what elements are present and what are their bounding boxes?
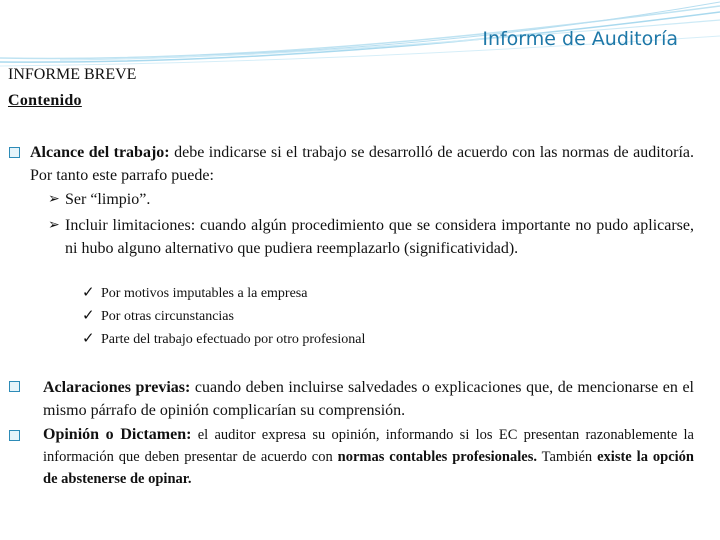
bullet-opinion-label: Opinión o Dictamen: [43, 426, 192, 443]
slide-subheading: Contenido [8, 92, 82, 109]
sub-bullet-limpio: Ser “limpio”. [65, 191, 151, 208]
arrow-bullet-icon: ➢ [48, 192, 60, 207]
bullet-opinion-text1: el auditor expresa su opinión, informando si los EC presentan razonablemente la información que deben presentar de acuerdo con [43, 427, 694, 465]
check-bullet-icon: ✓ [82, 331, 95, 347]
check-bullet-icon: ✓ [82, 308, 95, 324]
square-bullet-icon [9, 381, 20, 392]
bullet-opinion-bold2: existe la opción de abstenerse de opinar. [43, 449, 694, 487]
arrow-bullet-icon: ➢ [48, 218, 60, 233]
slide-title: Informe de Auditoría [482, 28, 678, 50]
slide-heading: INFORME BREVE [8, 66, 137, 83]
bullet-aclaraciones [43, 376, 694, 422]
check-item-otro-profesional: Parte del trabajo efectuado por otro profesional [101, 332, 366, 347]
bullet-alcance-text: debe indicarse si el trabajo se desarrolló de acuerdo con las normas de auditoría. Por tanto este parrafo puede: [30, 144, 694, 184]
square-bullet-icon [9, 147, 20, 158]
bullet-opinion-bold1: normas contables profesionales. [337, 449, 537, 465]
bullet-aclaraciones-label: Aclaraciones previas: [43, 379, 191, 396]
sub-bullet-limitaciones: Incluir limitaciones: cuando algún procedimiento que se considera importante no pudo aplicarse, ni hubo alguno alternativo que pudiera reemplazarlo (significatividad). [65, 217, 694, 257]
bullet-opinion-text2: También [536, 449, 598, 465]
square-bullet-icon [9, 430, 20, 441]
bullet-aclaraciones-text: cuando deben incluirse salvedades o explicaciones que, de mencionarse en el mismo párrafo de opinión complicarían su comprensión. [43, 379, 694, 419]
check-item-circunstancias: Por otras circunstancias [101, 309, 234, 324]
check-bullet-icon: ✓ [82, 285, 95, 301]
bullet-opinion [43, 424, 694, 490]
check-item-empresa: Por motivos imputables a la empresa [101, 286, 308, 301]
bullet-alcance-label: Alcance del trabajo: [30, 144, 170, 161]
bullet-alcance [30, 141, 694, 187]
